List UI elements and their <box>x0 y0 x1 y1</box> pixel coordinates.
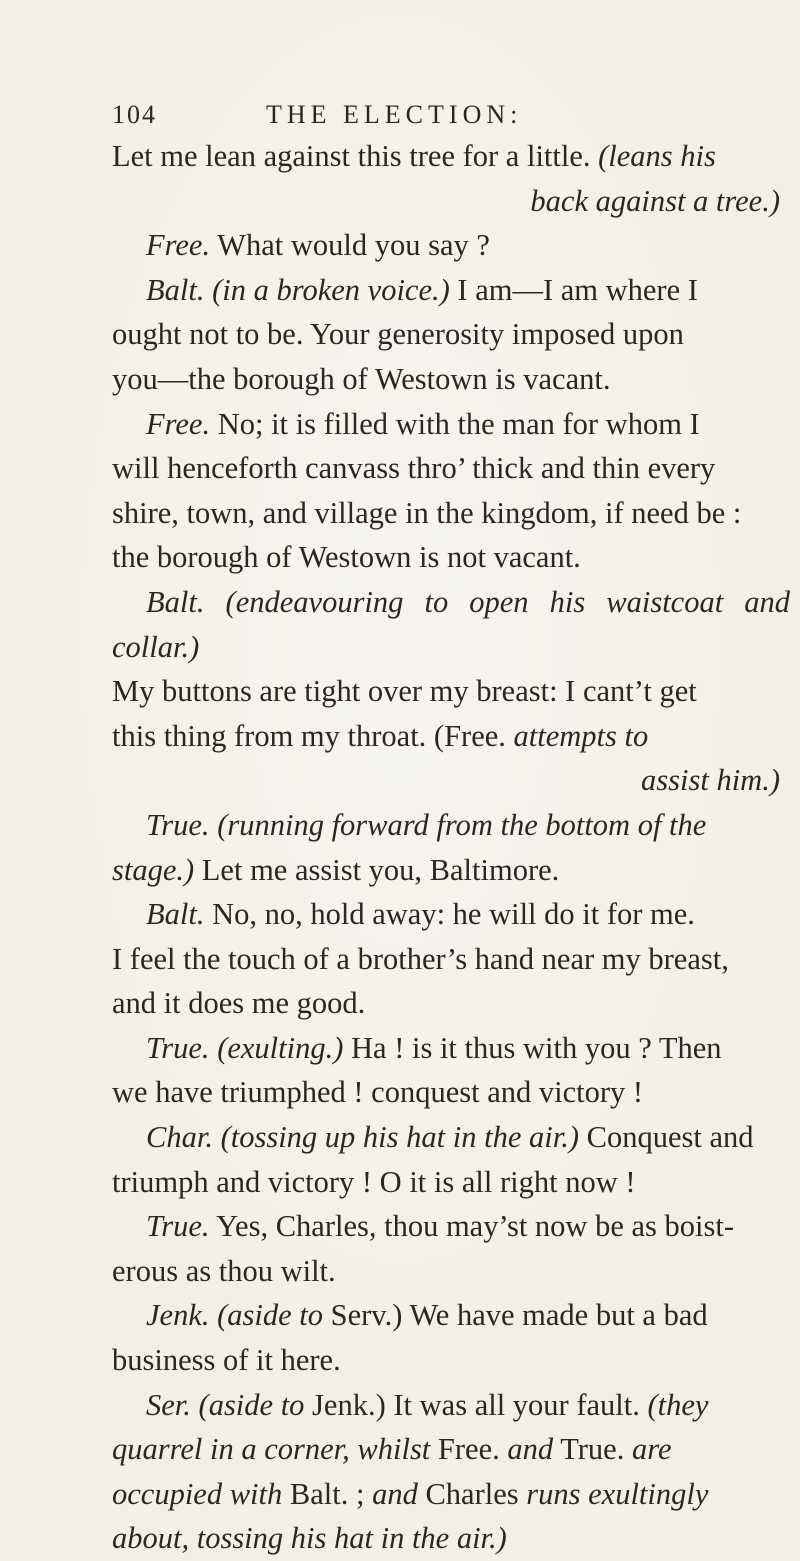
page-number: 104 <box>112 100 157 129</box>
speech <box>112 803 790 892</box>
speech-text: you—the borough of Westown is vacant. <box>112 361 611 396</box>
speech <box>112 1115 790 1204</box>
speaker-name: True. <box>146 1209 210 1244</box>
stage-direction: (tossing up his hat in the air.) <box>220 1120 579 1155</box>
speech-text: Conquest and <box>586 1120 754 1155</box>
speech <box>112 268 790 402</box>
speech-text: Ha ! is it thus with you ? Then <box>351 1030 722 1065</box>
speaker-name: Balt. <box>146 584 205 619</box>
speech-text: erous as thou wilt. <box>112 1253 336 1288</box>
running-title: THE ELECTION: <box>266 100 523 129</box>
speech-text: Yes, Charles, thou may’st now be as boist- <box>216 1209 734 1244</box>
speech <box>112 402 790 580</box>
speech-text: I feel the touch of a brother’s hand near my breast, <box>112 941 729 976</box>
speech <box>112 1204 790 1293</box>
speaker-name: True. <box>146 1030 210 1065</box>
speech <box>112 1383 790 1561</box>
speech-text: and it does me good. <box>112 986 366 1021</box>
stage-direction: (aside to <box>198 1387 305 1422</box>
stage-direction: (aside to <box>217 1298 324 1333</box>
text-line <box>112 134 790 179</box>
speaker-name: Ser. <box>146 1387 191 1422</box>
text-line <box>112 758 790 803</box>
speech-text: What would you say ? <box>217 228 490 263</box>
text-line <box>112 179 790 224</box>
speech-text: It was all your fault. <box>393 1387 640 1422</box>
speaker-name: Free. <box>146 406 211 441</box>
speech-text: Let me assist you, Baltimore. <box>201 852 560 887</box>
stage-direction: (running forward from the bottom of the <box>217 807 707 842</box>
stage-direction: and <box>372 1476 418 1511</box>
speech-text: will henceforth canvass thro’ thick and thin every <box>112 451 716 486</box>
speech-text: ought not to be. Your generosity imposed upon <box>112 317 684 352</box>
speaker-name: Balt. <box>146 897 205 932</box>
stage-direction: about, tossing his hat in the air.) <box>112 1521 507 1556</box>
speech-text: this thing from my throat. (Free. <box>112 718 506 753</box>
speech-text: No, no, hold away: he will do it for me. <box>212 897 695 932</box>
speaker-name: True. <box>146 807 210 842</box>
stage-direction: Serv.) <box>330 1298 403 1333</box>
character-name: Balt. ; <box>289 1476 365 1511</box>
character-name: True. <box>560 1432 625 1467</box>
stage-direction: attempts to <box>513 718 649 753</box>
speech-text: business of it here. <box>112 1343 341 1378</box>
speech <box>112 1293 790 1382</box>
speaker-name: Balt. <box>146 272 205 307</box>
stage-direction: back against a tree.) <box>530 183 780 218</box>
running-head <box>112 100 692 136</box>
stage-direction: quarrel in a corner, whilst <box>112 1432 431 1467</box>
character-name: Free. <box>437 1432 500 1467</box>
play-text <box>112 134 790 1561</box>
speech-text: the borough of Westown is not vacant. <box>112 540 581 575</box>
character-name: Charles <box>425 1476 519 1511</box>
stage-direction: (they <box>647 1387 709 1422</box>
stage-direction: Jenk.) <box>312 1387 386 1422</box>
speech-text: We have made but a bad <box>409 1298 708 1333</box>
stage-direction: runs exultingly <box>526 1476 709 1511</box>
speech <box>112 580 790 758</box>
speech-text: shire, town, and village in the kingdom, if need be : <box>112 495 742 530</box>
stage-direction: stage.) <box>112 852 195 887</box>
stage-direction: assist him.) <box>641 763 780 798</box>
stage-direction: occupied with <box>112 1476 283 1511</box>
stage-direction: and <box>507 1432 554 1467</box>
stage-direction: (endeavouring to open his waistcoat and collar.) <box>112 584 791 664</box>
stage-direction: (exulting.) <box>217 1030 344 1065</box>
line-text: Let me lean against this tree for a little. <box>112 139 591 173</box>
speech <box>112 223 790 268</box>
speech-text: triumph and victory ! O it is all right now ! <box>112 1164 636 1199</box>
stage-direction: (in a broken voice.) <box>212 272 450 307</box>
speech-text: My buttons are tight over my breast: I cant’t get <box>112 674 697 709</box>
speaker-name: Jenk. <box>146 1298 210 1333</box>
speech <box>112 892 790 1026</box>
speaker-name: Free. <box>146 228 211 263</box>
speech-text: we have triumphed ! conquest and victory ! <box>112 1075 644 1110</box>
stage-direction: are <box>631 1432 672 1467</box>
stage-direction: (leans his <box>598 139 716 173</box>
speech <box>112 1026 790 1115</box>
speaker-name: Char. <box>146 1120 213 1155</box>
speech-text: I am—I am where I <box>457 272 698 307</box>
speech-text: No; it is filled with the man for whom I <box>217 406 700 441</box>
